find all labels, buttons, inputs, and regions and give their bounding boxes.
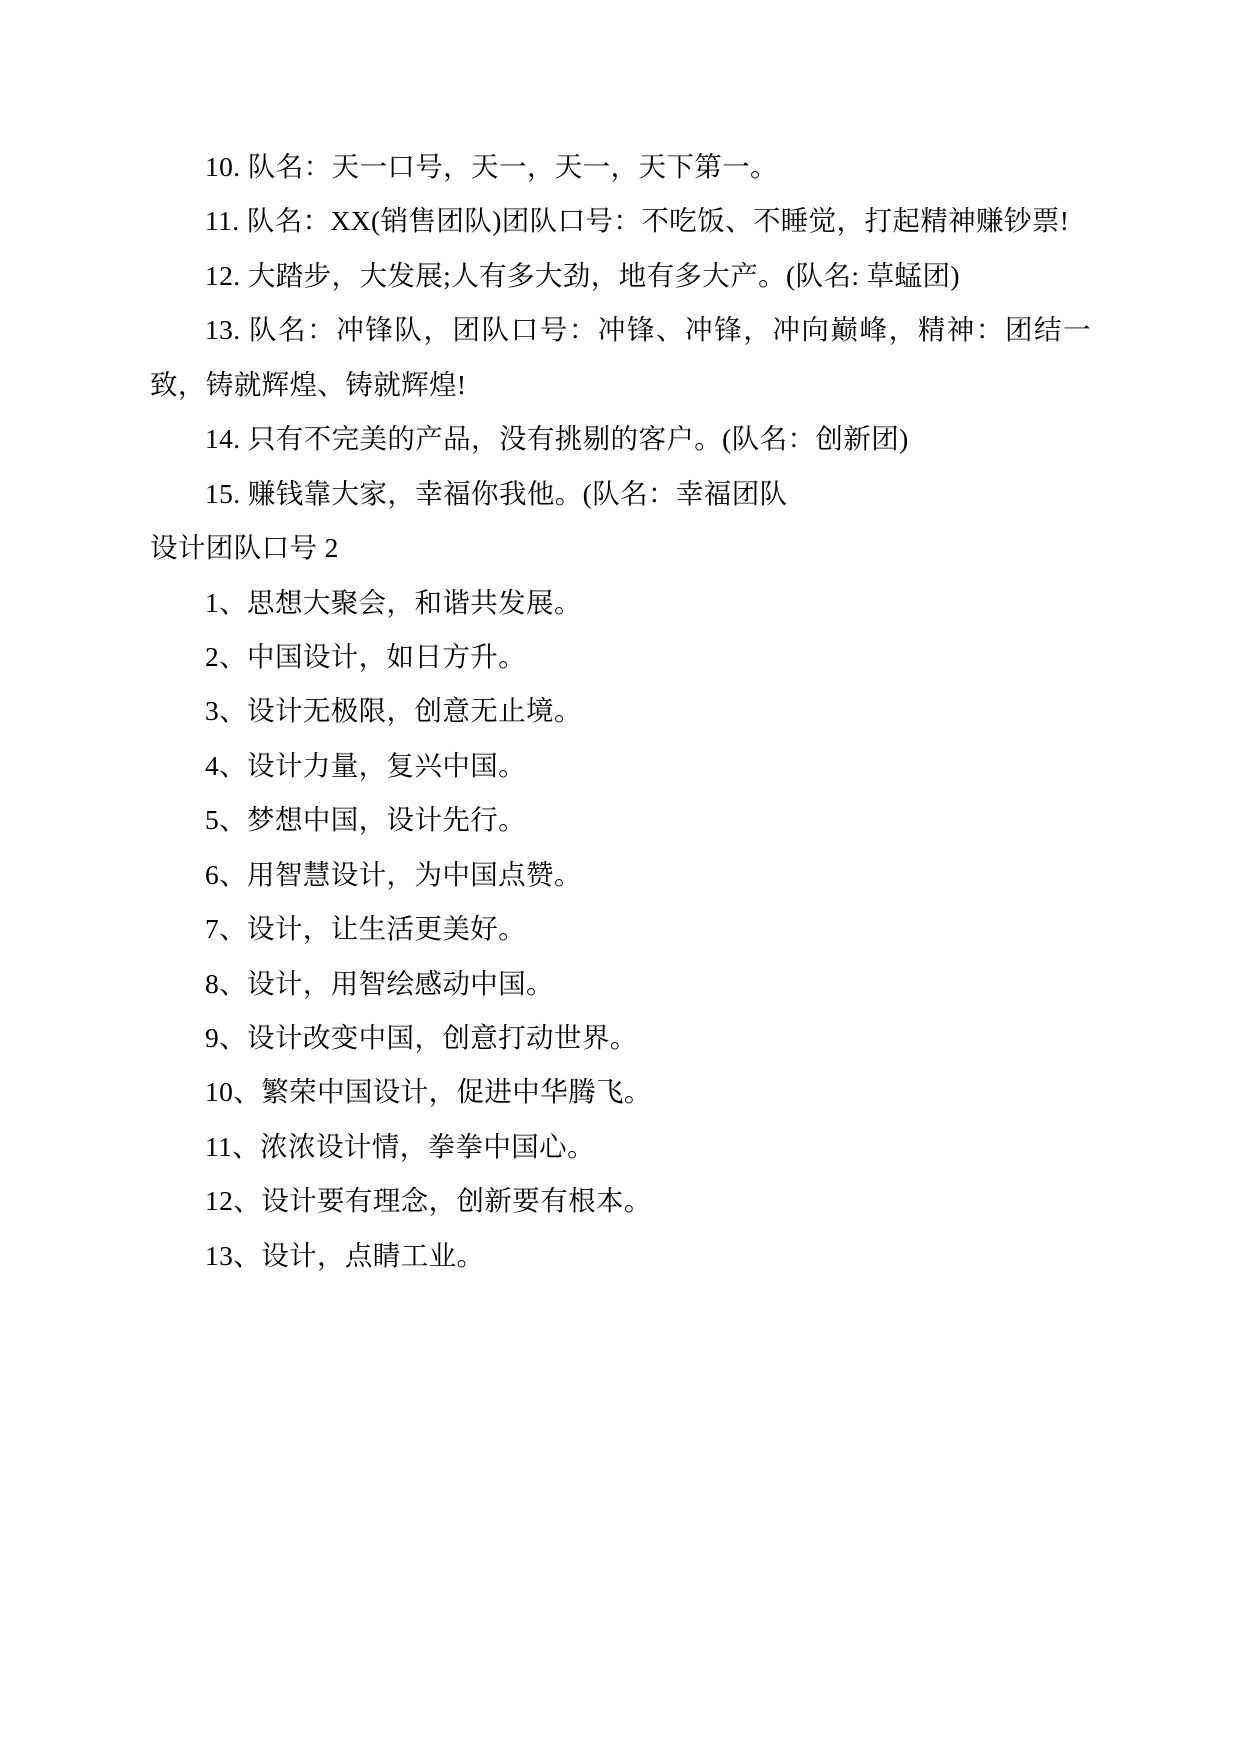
list-item-1: 1、思想大聚会，和谐共发展。 (205, 586, 582, 618)
list-item-13: 13、设计，点睛工业。 (205, 1239, 485, 1271)
paragraph-item-11: 11. 队名：XX(销售团队)团队口号：不吃饭、不睡觉，打起精神赚钞票! (205, 205, 1070, 237)
list-item-9: 9、设计改变中国，创意打动世界。 (205, 1022, 638, 1053)
list-item-7: 7、设计，让生活更美好。 (205, 913, 527, 945)
paragraph-item-10: 10. 队名：天一口号，天一，天一，天下第一。 (205, 151, 778, 182)
paragraph-item-12: 12. 大踏步，大发展;人有多大劲，地有多大产。(队名: 草蜢团) (205, 259, 960, 291)
paragraph-item-15: 15. 赚钱靠大家，幸福你我他。(队名：幸福团队 (205, 477, 788, 509)
list-item-5: 5、梦想中国，设计先行。 (205, 804, 527, 836)
list-item-12: 12、设计要有理念，创新要有根本。 (205, 1185, 652, 1217)
list-item-2: 2、中国设计，如日方升。 (205, 640, 527, 672)
list-item-3: 3、设计无极限，创意无止境。 (205, 695, 582, 727)
paragraph-item-14: 14. 只有不完美的产品，没有挑剔的客户。(队名：创新团) (205, 423, 909, 455)
document-body (150, 140, 1091, 1283)
list-item-11: 11、浓浓设计情，拳拳中国心。 (205, 1130, 595, 1162)
paragraph-item-13: 13. 队名：冲锋队，团队口号：冲锋、冲锋，冲向巅峰，精神：团结一致，铸就辉煌、铸就辉煌! (150, 314, 1091, 400)
list-item-4: 4、设计力量，复兴中国。 (205, 749, 527, 781)
section-heading-design-team-slogans-2: 设计团队口号 2 (150, 532, 339, 564)
list-item-8: 8、设计，用智绘感动中国。 (205, 967, 554, 999)
list-item-10: 10、繁荣中国设计，促进中华腾飞。 (205, 1076, 652, 1108)
list-item-6: 6、用智慧设计，为中国点赞。 (205, 858, 582, 890)
